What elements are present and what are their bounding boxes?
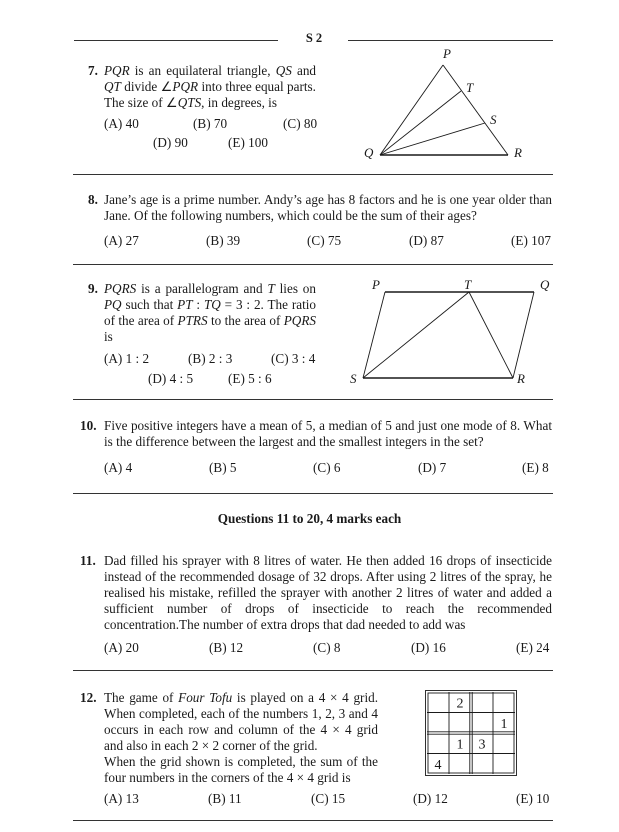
question-11-text: Dad filled his sprayer with 8 litres of water. He then added 16 drops of insecticide instead of the recommended dosage of 32 drops. After using 2 litres of the spray, he realised his mistake, refilled the sprayer with another 2 litres of water and added a sufficient number of drops of insecticide to reach the recommended concentration.The number of extra drops that dad needed to add was bbox=[104, 553, 552, 632]
label-q: Q bbox=[364, 145, 374, 160]
option-e[interactable]: (E) 107 bbox=[511, 233, 551, 248]
label-q: Q bbox=[540, 277, 550, 292]
option-c[interactable]: (C) 80 bbox=[283, 116, 318, 131]
option-c[interactable]: (C) 75 bbox=[307, 233, 342, 248]
option-d[interactable]: (D) 12 bbox=[413, 791, 448, 806]
option-a[interactable]: (A) 1 : 2 bbox=[104, 351, 150, 366]
option-e[interactable]: (E) 10 bbox=[516, 791, 550, 806]
grid-cell: 1 bbox=[500, 716, 508, 732]
label-t: T bbox=[466, 80, 474, 95]
side-pr bbox=[443, 65, 508, 155]
option-b[interactable]: (B) 70 bbox=[193, 116, 228, 131]
label-p: P bbox=[372, 277, 380, 292]
option-e[interactable]: (E) 5 : 6 bbox=[228, 371, 272, 386]
label-t: T bbox=[464, 277, 472, 292]
option-c[interactable]: (C) 6 bbox=[313, 460, 341, 475]
option-d[interactable]: (D) 16 bbox=[411, 640, 446, 655]
option-d[interactable]: (D) 87 bbox=[409, 233, 444, 248]
option-e[interactable]: (E) 24 bbox=[516, 640, 550, 655]
label-r: R bbox=[514, 145, 522, 160]
grid-cell: 1 bbox=[456, 737, 464, 753]
option-d[interactable]: (D) 4 : 5 bbox=[148, 371, 194, 386]
separator bbox=[73, 820, 553, 821]
option-b[interactable]: (B) 11 bbox=[208, 791, 242, 806]
option-d[interactable]: (D) 7 bbox=[418, 460, 447, 475]
question-number: 8. bbox=[88, 192, 98, 207]
question-9-text: PQRS is a parallelogram and T lies on PQ such that PT : TQ = 3 : 2. The ratio of the area of PTRS to the area of PQRS is bbox=[104, 281, 316, 344]
question-number: 9. bbox=[88, 281, 98, 296]
option-b[interactable]: (B) 39 bbox=[206, 233, 241, 248]
side-sp bbox=[363, 292, 385, 378]
question-12-text: The game of Four Tofu is played on a 4 × 4 grid. When completed, each of the numbers 1, 2, 3 and 4 occurs in each row and column of the 4 × 4 grid and also in each 2 × 2 corner of the grid. When the grid shown is completed, the sum of the four numbers in the corners of the 4 × 4 grid is bbox=[104, 690, 378, 785]
grid-cell: 2 bbox=[456, 696, 464, 712]
option-a[interactable]: (A) 40 bbox=[104, 116, 139, 131]
question-10-text: Five positive integers have a mean of 5, a median of 5 and just one mode of 8. What is the difference between the largest and the smallest integers in the set? bbox=[104, 418, 552, 449]
separator bbox=[73, 264, 553, 265]
grid-cell: 3 bbox=[478, 737, 486, 753]
option-a[interactable]: (A) 27 bbox=[104, 233, 139, 248]
option-c[interactable]: (C) 15 bbox=[311, 791, 346, 806]
separator bbox=[73, 493, 553, 494]
four-tofu-grid bbox=[426, 691, 517, 776]
side-pq bbox=[380, 65, 443, 155]
option-b[interactable]: (B) 5 bbox=[209, 460, 237, 475]
line-tr bbox=[469, 292, 513, 378]
separator bbox=[73, 670, 553, 671]
line-st bbox=[363, 292, 469, 378]
option-a[interactable]: (A) 13 bbox=[104, 791, 139, 806]
grid-cell: 4 bbox=[434, 757, 442, 773]
label-s: S bbox=[350, 371, 357, 386]
option-b[interactable]: (B) 12 bbox=[209, 640, 244, 655]
option-b[interactable]: (B) 2 : 3 bbox=[188, 351, 233, 366]
label-r: R bbox=[517, 371, 525, 386]
option-a[interactable]: (A) 20 bbox=[104, 640, 139, 655]
triangle-diagram bbox=[380, 65, 508, 155]
page-label: S 2 bbox=[305, 31, 323, 45]
question-number: 11. bbox=[80, 553, 96, 568]
section-title: Questions 11 to 20, 4 marks each bbox=[217, 511, 402, 526]
option-e[interactable]: (E) 8 bbox=[522, 460, 549, 475]
option-e[interactable]: (E) 100 bbox=[228, 135, 268, 150]
label-s: S bbox=[490, 112, 497, 127]
question-8-text: Jane’s age is a prime number. Andy’s age has 8 factors and he is one year older than Jane. Of the following numbers, which could be the sum of their ages? bbox=[104, 192, 552, 223]
question-number: 12. bbox=[80, 690, 97, 705]
option-a[interactable]: (A) 4 bbox=[104, 460, 133, 475]
label-p: P bbox=[443, 46, 451, 61]
line-qt bbox=[380, 91, 461, 155]
parallelogram-diagram bbox=[363, 292, 534, 378]
question-number: 10. bbox=[80, 418, 97, 433]
separator bbox=[73, 399, 553, 400]
line-qs bbox=[380, 123, 485, 155]
separator bbox=[73, 174, 553, 175]
question-number: 7. bbox=[88, 63, 98, 78]
option-c[interactable]: (C) 3 : 4 bbox=[271, 351, 316, 366]
question-text: PQR is an equilateral triangle, QS and QT divide ∠PQR into three equal parts. The size of ∠QTS, in degrees, is bbox=[104, 63, 317, 110]
option-c[interactable]: (C) 8 bbox=[313, 640, 341, 655]
side-qr bbox=[513, 292, 534, 378]
option-d[interactable]: (D) 90 bbox=[153, 135, 188, 150]
